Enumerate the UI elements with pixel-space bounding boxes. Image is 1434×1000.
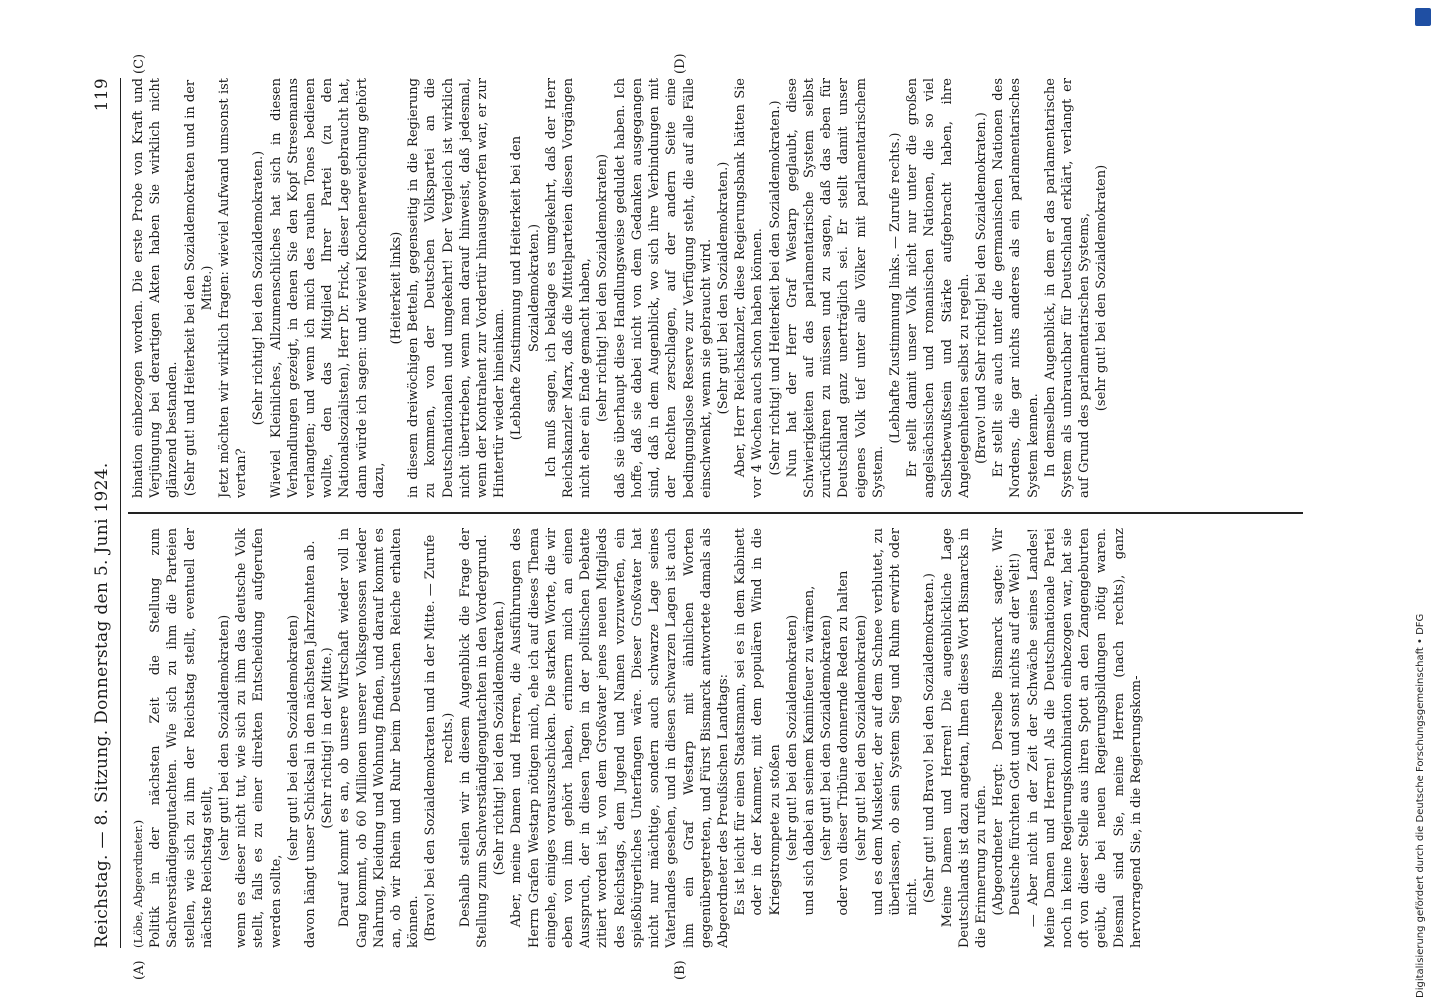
margin-marker-a: (A): [132, 960, 147, 980]
margin-marker-c: (C): [132, 53, 147, 74]
quotation: und es dem Musketier, der auf dem Schnee verblutet, zu überlassen, ob sein System Sieg und Ruhm erwirbt oder nicht.: [870, 528, 921, 916]
interjection: (Sehr gut! und Bravo! bei den Sozialdemokraten.): [922, 573, 938, 903]
paragraph: daß sie überhaupt diese Handlungsweise geduldet haben. Ich hoffe, daß sie dabei nicht von dem Gedanken ausgegangen sind, daß in dem Augenblick, wo sich ihre Verbindungen mit der Rechten zerschlagen, auf der andern Seite eine bedingungslose Reserve zur Verfügung steht, die auf alle Fälle einschwenkt, wenn sie gebraucht wird.: [612, 78, 714, 498]
column-divider: [128, 513, 1303, 515]
paragraph: Politik in der nächsten Zeit die Stellung zum Sachverständigengutachten. Wie sich zu ihm die Parteien stellen, wie sich zu ihm der Reichstag stellt, eventuell der nächste Reichstag stellt,: [148, 528, 215, 948]
speaker-line: (Löbe, Abgeordneter.): [131, 819, 145, 948]
interjection: (sehr gut! bei den Sozialdemokraten): [217, 614, 233, 862]
paragraph: in diesem dreiwöchigen Betteln, gegenseitig in die Regierung zu kommen, von der Deutschen Volkspartei an die Deutschnationalen und umgekehrt! Der Vergleich ist wirklich nicht übertrieben, wenn man darauf hinweist, daß jedesmal, wenn der Kontrahent zur Vordertür hinausgeworfen war, er zur Hintertür wieder hineinkam.: [406, 78, 508, 498]
interjection: (Bravo! bei den Sozialdemokraten und in der Mitte. — Zurufe rechts.): [423, 534, 456, 942]
paragraph: Jetzt möchten wir wirklich fragen: wieviel Aufwand umsonst ist vertan?: [217, 78, 250, 498]
interjection: (Sehr gut! bei den Sozialdemokraten.): [715, 161, 731, 415]
interjection: (Heiterkeit links): [389, 231, 405, 345]
paragraph: bination einbezogen worden. Die erste Probe von Kraft und Verjüngung bei derartigen Akten haben Sie wirklich nicht glänzend bestanden.: [131, 78, 181, 498]
paragraph: Er stellt sie auch unter die germanischen Nationen des Nordens, die gar nichts anderes als ein parlamentarisches System kennen.: [991, 78, 1041, 498]
paragraph: Wieviel Kleinliches, Allzumenschliches hat sich in diesen Verhandlungen gezeigt, in denen Sie den Kopf Stresemanns verlangten; und wenn ich mich des rauhen Tones bedienen wollte, den das Mitglied Ihrer Partei (zu den Nationalsozialisten), Herr Dr. Frick, dieser Lage gebraucht hat, dann würde ich sagen: und wieviel Knochenerweichung gehört dazu,: [268, 78, 387, 498]
paragraph: Deshalb stellen wir in diesem Augenblick die Frage der Stellung zum Sachverständigengutachten in den Vordergrund.: [457, 528, 491, 948]
interjection: (Sehr richtig! und Heiterkeit bei den Sozialdemokraten.): [767, 100, 783, 476]
quotation: Es ist leicht für einen Staatsmann, sei es in dem Kabinett oder in der Kammer, mit dem populären Wind in die Kriegstrompete zu stoßen: [733, 528, 783, 916]
paragraph: davon hängt unser Schicksal in den nächsten Jahrzehnten ab.: [303, 540, 319, 948]
margin-marker-d: (D): [673, 53, 688, 74]
header-rule: [120, 78, 121, 948]
paragraph: Aber, Herr Reichskanzler, diese Regierungsbank hätten Sie vor 4 Wochen auch schon haben können.: [733, 78, 766, 498]
paragraph: — Aber nicht in der Zeit der Schwäche seines Landes! Meine Damen und Herren! Als die Deutschnationale Partei noch in keine Regierungskombination einbezogen war, hat sie oft von dieser Stelle aus ihren Spott an den Zangengeburten geübt, die bei neuen Regierungsbildungen nötig waren. Diesmal sind Sie, meine Herren (nach rechts), ganz hervorragend Sie, in die Regierungskom-: [1025, 528, 1144, 948]
interjection: (sehr gut! bei den Sozialdemokraten): [285, 614, 301, 862]
interjection: (sehr richtig! bei den Sozialdemokraten): [595, 153, 611, 423]
page-header: [88, 78, 118, 948]
running-head: Reichstag. — 8. Sitzung. Donnerstag den 5. Juni 1924.: [92, 462, 112, 948]
paragraph: Darauf kommt es an, ob unsere Wirtschaft wieder voll in Gang kommt, ob 60 Millionen unserer Volksgenossen wieder Nahrung, Kleidung und Wohnung finden, und darauf kommt es an, ob wir Rhein und Ruhr beim Deutschen Reiche erhalten können.: [337, 528, 422, 948]
interjection: (Sehr richtig! in der Mitte.): [320, 647, 336, 829]
digitization-credit-text: Digitalisierung gefördert durch die Deutsche Forschungsgemeinschaft • DFG: [1415, 613, 1426, 998]
interjection: (Abgeordneter Hergt: Derselbe Bismarck sagte: Wir Deutsche fürchten Gott und sonst nichts auf der Welt!): [991, 528, 1024, 916]
digitization-credit: [1412, 8, 1434, 998]
interjection: (Lebhafte Zustimmung und Heiterkeit bei den Sozialdemokraten.): [509, 135, 542, 441]
quotation: und sich dabei an seinem Kaminfeuer zu wärmen,: [801, 585, 817, 916]
document-sheet: [88, 53, 1318, 980]
margin-marker-b: (B): [673, 960, 688, 980]
interjection: (Lebhafte Zustimmung links. — Zurufe rechts.): [887, 132, 903, 444]
interjection: (Sehr gut! und Heiterkeit bei den Sozialdemokraten und in der Mitte.): [182, 79, 215, 497]
interjection: (sehr gut! bei den Sozialdemokraten): [819, 614, 835, 862]
interjection: (sehr gut! bei den Sozialdemokraten): [853, 614, 869, 862]
paragraph: Er stellt damit unser Volk nicht nur unter die großen angelsächsischen und romanischen Nationen, die so viel Selbstbewußtsein und Stärke aufgebracht haben, ihre Angelegenheiten selbst zu regeln.: [905, 78, 972, 498]
left-column: [130, 528, 1300, 948]
interjection: (Sehr richtig! bei den Sozialdemokraten.): [492, 600, 508, 876]
interjection: (sehr gut! bei den Sozialdemokraten): [1094, 164, 1110, 412]
paragraph: Aber, meine Damen und Herren, die Ausführungen des Herrn Grafen Westarp nötigen mich, ehe ich auf dieses Thema eingehe, einiges vorauszuschicken. Die starken Worte, die wir eben von ihm gehört haben, erinnern mich an einen Ausspruch, der in diesen Tagen in der politischen Debatte zitiert worden ist, von dem Großvater jenes neuen Mitglieds des Reichstags, dem Jugend und Namen vorzuwerfen, ein spießbürgerliches Unterfangen wäre. Dieser Großvater hat nicht nur mächtige, sondern auch schwarze Lage seines Vaterlandes gesehen, und in diesen schwarzen Lagen ist auch ihm ein Graf Westarp mit ähnlichen Worten gegenübergetreten, und Fürst Bismarck antwortete damals als Abgeordneter des Preußischen Landtags:: [509, 528, 731, 948]
interjection: (Bravo! und Sehr richtig! bei den Sozialdemokraten.): [973, 112, 989, 464]
paragraph: Meine Damen und Herren! Die augenblickliche Lage Deutschlands ist dazu angetan, Ihnen dieses Wort Bismarcks in die Erinnerung zu rufen.: [939, 528, 989, 948]
paragraph: Nun hat der Herr Graf Westarp geglaubt, diese Schwierigkeiten auf das parlamentarische System selbst zurückführen zu müssen und zu sagen, daß das eben für Deutschland ganz unerträglich sei. Er stellt damit unser eigenes Volk tief unter alle Völker mit parlamentarischem System.: [784, 78, 886, 498]
interjection: (Sehr richtig! bei den Sozialdemokraten.): [251, 150, 267, 426]
interjection: (sehr gut! bei den Sozialdemokraten): [784, 614, 800, 862]
paragraph: In demselben Augenblick, in dem er das parlamentarische System als unbrauchbar für Deutschland erklärt, verlangt er auf Grund des parlamentarischen Systems,: [1042, 78, 1093, 498]
page-number: 119: [92, 78, 112, 112]
paragraph: wenn es dieser nicht tut, wie sich zu ihm das deutsche Volk stellt, falls es zu einer direkten Entscheidung aufgerufen werden sollte,: [234, 528, 284, 948]
paragraph: Ich muß sagen, ich beklage es umgekehrt, daß der Herr Reichskanzler Marx, daß die Mittelparteien diesen Vorgängen nicht eher ein Ende gemacht haben,: [543, 78, 594, 498]
quotation: oder von dieser Tribüne donnernde Reden zu halten: [836, 570, 852, 916]
dfg-logo: [1415, 8, 1431, 26]
right-column: [130, 78, 1300, 498]
